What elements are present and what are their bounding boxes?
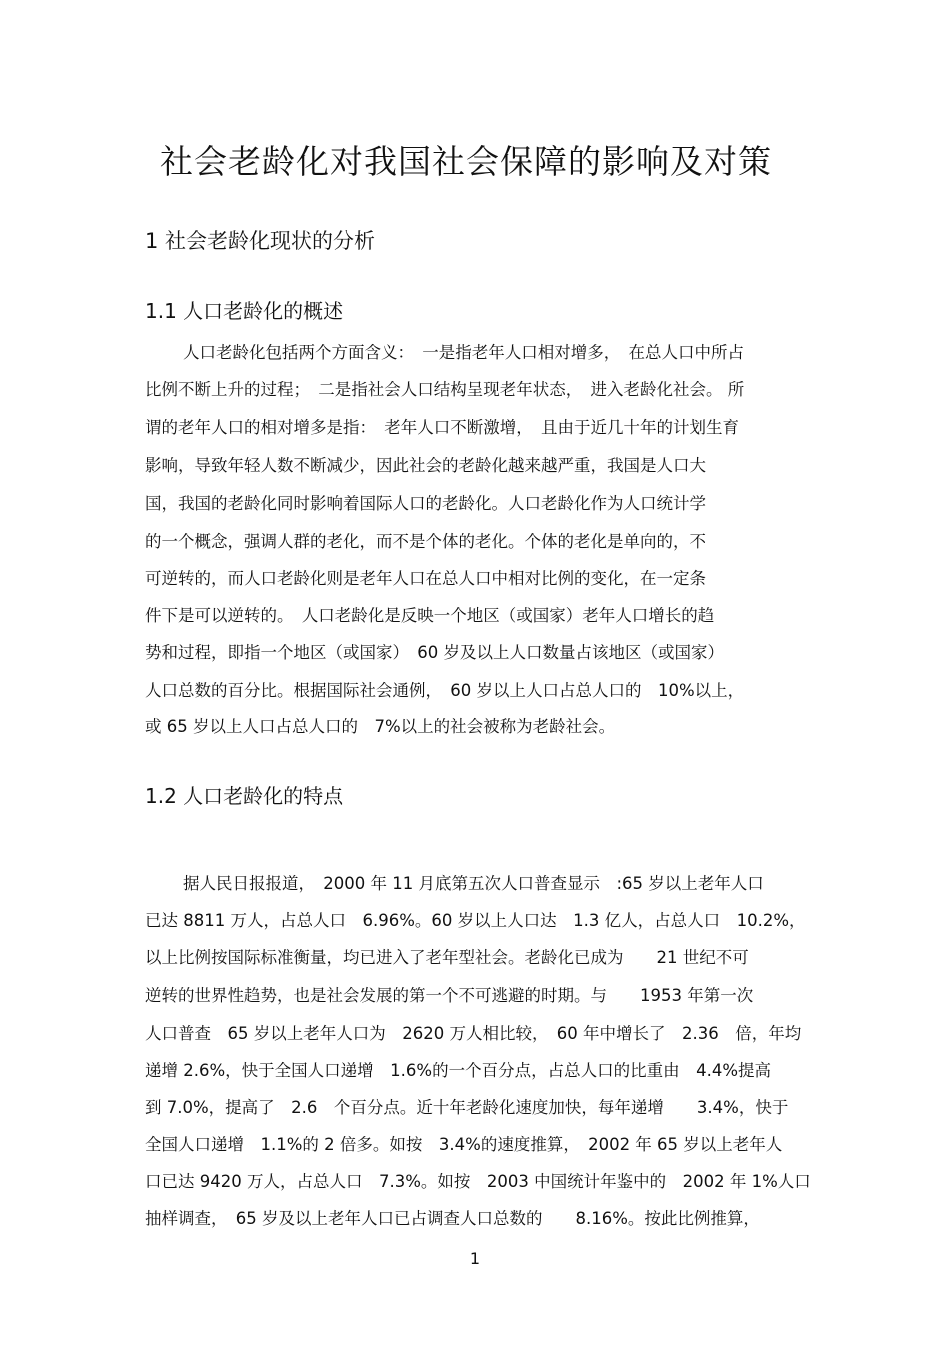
paragraph-line: 可逆转的，而人口老龄化则是老年人口在总人口中相对比例的变化，在一定条 [145,569,706,588]
paragraph-line: 已达 8811 万人，占总人口 6.96%。60 岁以上人口达 1.3 亿人，占总人口 10.2%， [145,911,806,930]
paragraph-line: 谓的老年人口的相对增多是指： 老年人口不断激增， 且由于近几十年的计划生育 [145,418,739,437]
paragraph-line: 全国人口递增 1.1%的 2 倍多。如按 3.4%的速度推算， 2002 年 65 岁以上老年人 [145,1135,783,1154]
paragraph-line: 件下是可以逆转的。 人口老龄化是反映一个地区（或国家）老年人口增长的趋 [145,606,715,625]
paragraph-line: 或 65 岁以上人口占总人口的 7%以上的社会被称为老龄社会。 [145,717,616,736]
section-heading-1-1: 1.1 人口老龄化的概述 [145,299,344,323]
paragraph-line: 国，我国的老龄化同时影响着国际人口的老龄化。人口老龄化作为人口统计学 [145,494,706,513]
paragraph-line: 势和过程，即指一个地区（或国家） 60 岁及以上人口数量占该地区（或国家） [145,643,724,662]
page-number: 1 [469,1249,481,1268]
paragraph-line: 人口普查 65 岁以上老年人口为 2620 万人相比较， 60 年中增长了 2.36 倍，年均 [145,1024,802,1043]
paragraph-line: 递增 2.6%，快于全国人口递增 1.6%的一个百分点，占总人口的比重由 4.4%提高 [145,1061,772,1080]
section-heading-1-2: 1.2 人口老龄化的特点 [145,784,344,808]
paragraph-line: 影响，导致年轻人数不断减少，因此社会的老龄化越来越严重，我国是人口大 [145,456,706,475]
paragraph-line: 人口老龄化包括两个方面含义： 一是指老年人口相对增多， 在总人口中所占 [183,343,744,362]
section-heading-1: 1 社会老龄化现状的分析 [145,229,376,253]
paragraph-line: 以上比例按国际标准衡量，均已进入了老年型社会。老龄化已成为 21 世纪不可 [145,948,749,967]
paragraph-line: 抽样调查， 65 岁及以上老年人口已占调查人口总数的 8.16%。按此比例推算， [145,1209,760,1228]
paragraph-line: 到 7.0%，提高了 2.6 个百分点。近十年老龄化速度加快，每年递增 3.4%，快于 [145,1098,789,1117]
paragraph-line: 人口总数的百分比。根据国际社会通例， 60 岁以上人口占总人口的 10%以上， [145,681,745,700]
paragraph-line: 据人民日报报道， 2000 年 11 月底第五次人口普查显示 :65 岁以上老年人口 [183,874,764,893]
paragraph-line: 比例不断上升的过程； 二是指社会人口结构呈现老年状态， 进入老龄化社会。 所 [145,380,745,399]
page-title: 社会老龄化对我国社会保障的影响及对策 [160,142,772,181]
paragraph-line: 口已达 9420 万人，占总人口 7.3%。如按 2003 中国统计年鉴中的 2002 年 1%人口 [145,1172,811,1191]
paragraph-line: 逆转的世界性趋势，也是社会发展的第一个不可逃避的时期。与 1953 年第一次 [145,986,754,1005]
paragraph-line: 的一个概念，强调人群的老化，而不是个体的老化。个体的老化是单向的，不 [145,532,706,551]
